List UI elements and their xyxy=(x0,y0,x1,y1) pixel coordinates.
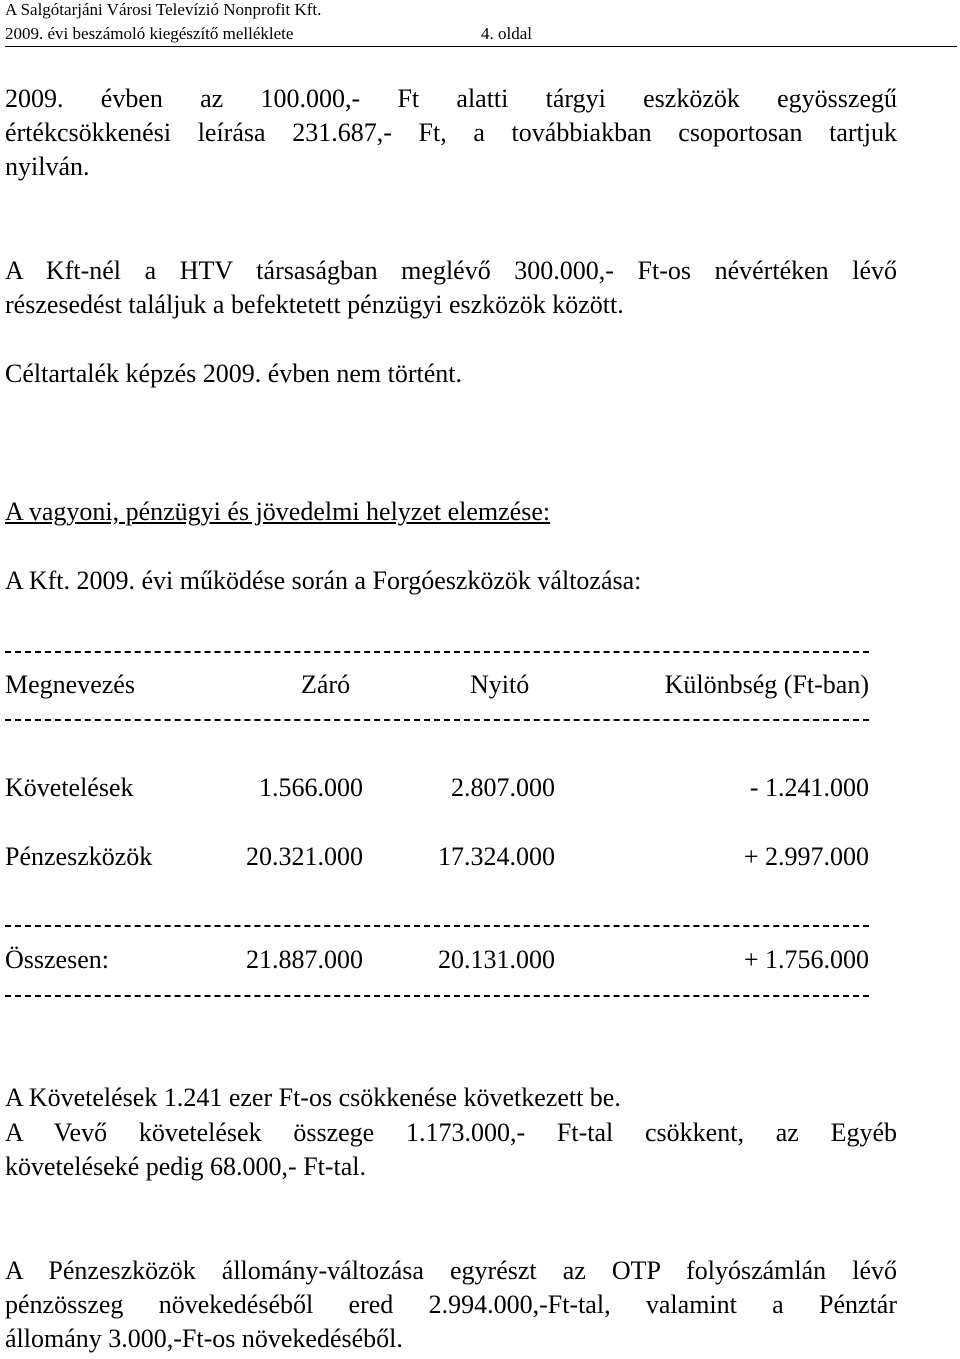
table-cell-label: Követelések xyxy=(5,773,134,802)
paragraph-line: A Követelések 1.241 ezer Ft-os csökkenése következett be. xyxy=(5,1083,621,1112)
table-cell-value: 17.324.000 xyxy=(438,842,555,871)
table-cell-label: Pénzeszközök xyxy=(5,842,153,871)
header-doc-line xyxy=(5,24,957,47)
table-cell-value: - 1.241.000 xyxy=(749,773,869,802)
table-header-row xyxy=(5,668,869,702)
header-page-number: 4. oldal xyxy=(481,24,532,43)
table-header-cell: Megnevezés xyxy=(5,670,135,699)
table-divider xyxy=(5,995,869,997)
paragraph-line: 2009. évben az 100.000,- Ft alatti tárgyi eszközök egyösszegű xyxy=(5,84,897,113)
paragraph-line: pénzösszeg növekedéséből ered 2.994.000,-Ft-tal, valamint a Pénztár xyxy=(5,1290,897,1319)
section-title: A vagyoni, pénzügyi és jövedelmi helyzet elemzése: xyxy=(5,497,551,526)
table-divider xyxy=(5,719,869,721)
paragraph-line: A Pénzeszközök állomány-változása egyrészt az OTP folyószámlán lévő xyxy=(5,1256,897,1285)
table-divider xyxy=(5,651,869,653)
paragraph-line: nyilván. xyxy=(5,152,90,181)
table-cell-value: 2.807.000 xyxy=(451,773,555,802)
table-cell-value: 20.321.000 xyxy=(246,842,363,871)
table-header-cell: Különbség (Ft-ban) xyxy=(664,670,869,699)
table-divider xyxy=(5,925,869,927)
table-row xyxy=(5,771,869,805)
paragraph-line: részesedést találjuk a befektetett pénzügyi eszközök között. xyxy=(5,290,624,319)
paragraph-line: követeléseké pedig 68.000,- Ft-tal. xyxy=(5,1152,367,1181)
table-cell-value: + 2.997.000 xyxy=(743,842,869,871)
table-header-cell: Záró xyxy=(301,670,351,699)
header-doc-title: 2009. évi beszámoló kiegészítő melléklete xyxy=(5,24,294,43)
table-row xyxy=(5,840,869,874)
header-company: A Salgótarjáni Városi Televízió Nonprofit Kft. xyxy=(5,0,322,19)
paragraph-line: Céltartalék képzés 2009. évben nem történt. xyxy=(5,359,463,388)
table-total-row xyxy=(5,943,869,977)
paragraph-line: értékcsökkenési leírása 231.687,- Ft, a továbbiakban csoportosan tartjuk xyxy=(5,118,897,147)
table-header-cell: Nyitó xyxy=(470,670,530,699)
paragraph-line: A Kft-nél a HTV társaságban meglévő 300.000,- Ft-os névértéken lévő xyxy=(5,256,897,285)
paragraph-line: A Vevő követelések összege 1.173.000,- Ft-tal csökkent, az Egyéb xyxy=(5,1118,897,1147)
table-cell-label: Összesen: xyxy=(5,945,109,974)
table-cell-value: 1.566.000 xyxy=(259,773,363,802)
table-cell-value: 21.887.000 xyxy=(246,945,363,974)
table-cell-value: 20.131.000 xyxy=(438,945,555,974)
paragraph-line: állomány 3.000,-Ft-os növekedéséből. xyxy=(5,1324,403,1353)
table-intro: A Kft. 2009. évi működése során a Forgóeszközök változása: xyxy=(5,566,642,595)
table-cell-value: + 1.756.000 xyxy=(743,945,869,974)
